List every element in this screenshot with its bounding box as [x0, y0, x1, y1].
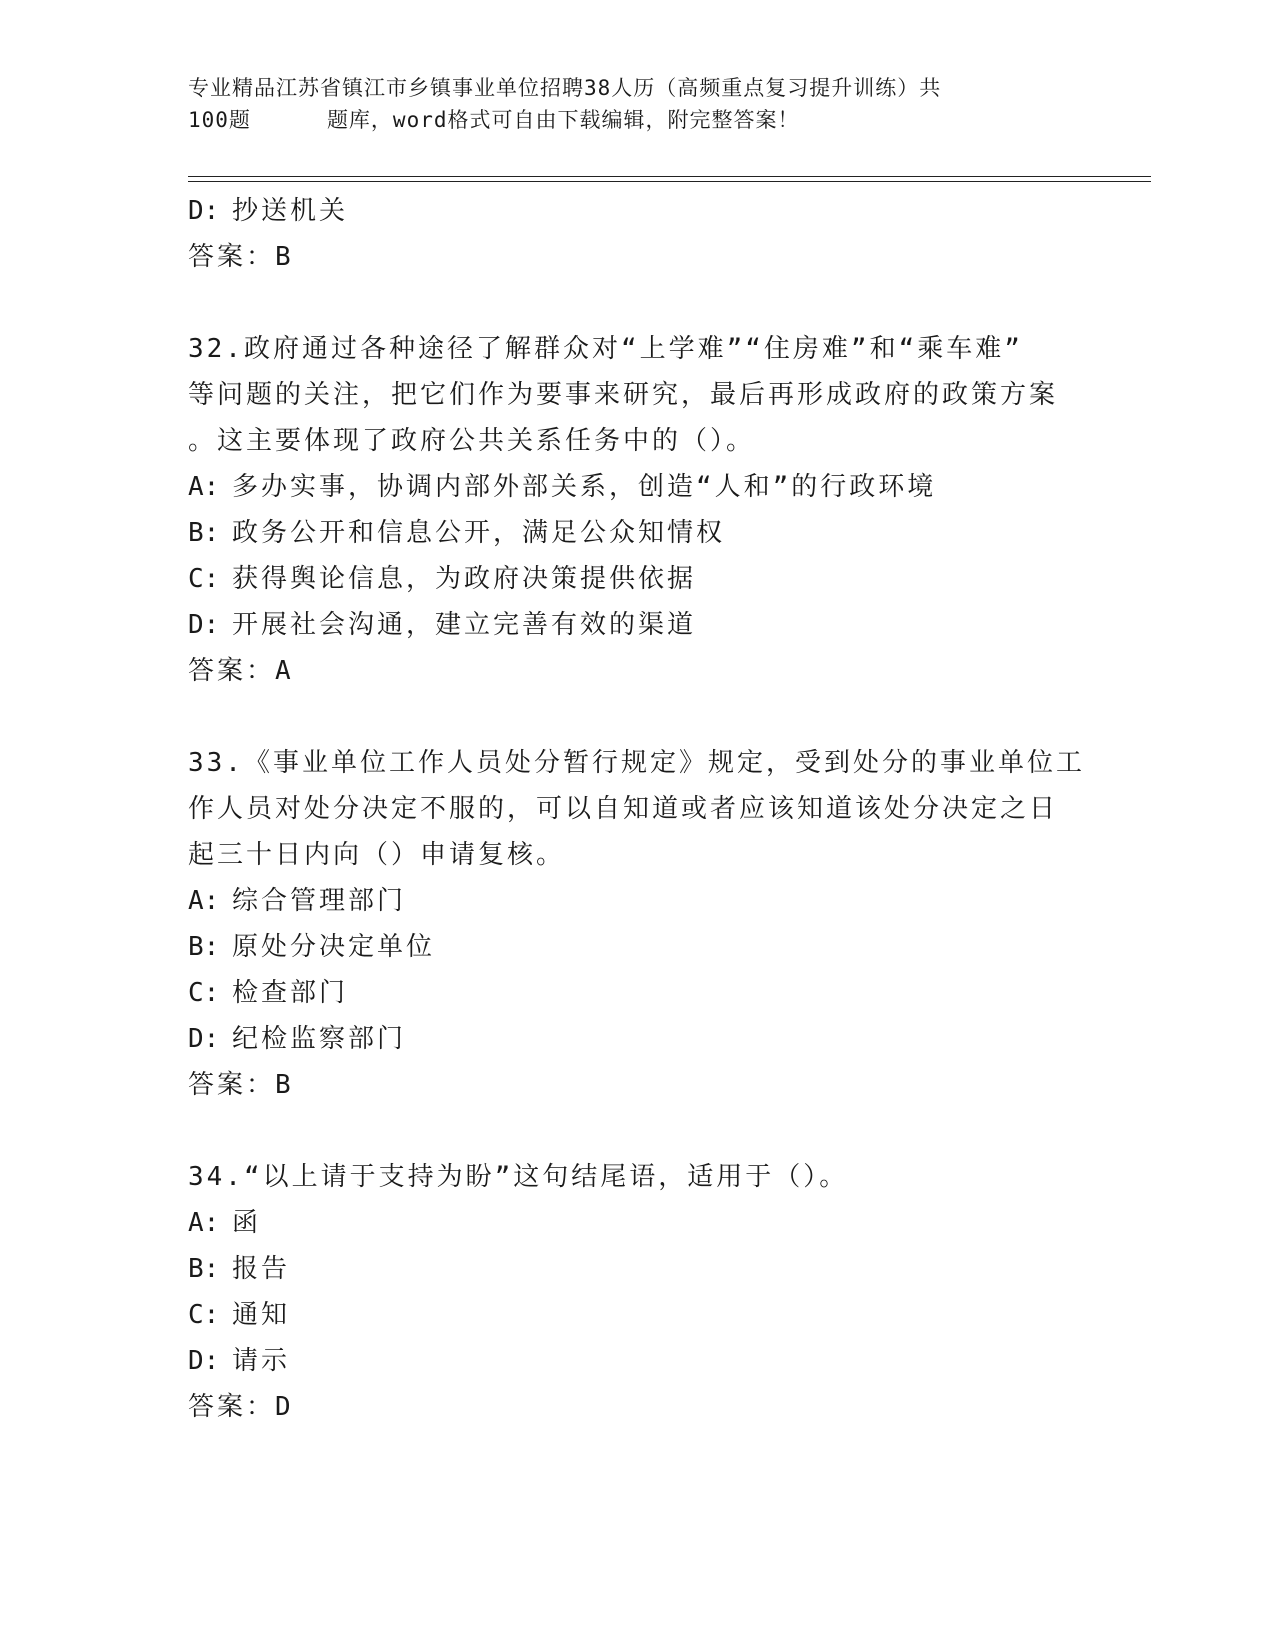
- option-text: 通知: [232, 1300, 291, 1330]
- option-text: 多办实事，协调内部外部关系，创造“人和”的行政环境: [232, 472, 937, 502]
- question-block: [188, 740, 1088, 1108]
- question-text: [188, 1154, 1088, 1200]
- header-divider-top: [188, 176, 1151, 177]
- option-key: C:: [188, 564, 220, 594]
- question-text-line: 等问题的关注，把它们作为要事来研究，最后再形成政府的政策方案: [188, 380, 1059, 410]
- option-text: 原处分决定单位: [232, 932, 436, 962]
- option-item: [188, 1016, 1088, 1062]
- option-item: [188, 464, 1088, 510]
- option-text: 获得舆论信息，为政府决策提供依据: [232, 564, 697, 594]
- option-key: A:: [188, 472, 220, 502]
- option-key: C:: [188, 1300, 220, 1330]
- option-key: A:: [188, 886, 220, 916]
- option-item: [188, 1200, 1088, 1246]
- option-text: 函: [232, 1208, 262, 1238]
- option-text: 抄送机关: [232, 196, 349, 226]
- answer-line: 答案：B: [188, 1070, 294, 1100]
- option-key: B:: [188, 518, 220, 548]
- question-block: [188, 1154, 1088, 1430]
- question-text: [188, 740, 1088, 878]
- answer-line: 答案：A: [188, 656, 294, 686]
- option-item: [188, 924, 1088, 970]
- question-list: [188, 188, 1088, 1476]
- option-key: D:: [188, 196, 220, 226]
- option-text: 开展社会沟通，建立完善有效的渠道: [232, 610, 697, 640]
- option-item: [188, 1292, 1088, 1338]
- question-text: [188, 326, 1088, 464]
- option-item: [188, 556, 1088, 602]
- question-text-line: 33.《事业单位工作人员处分暂行规定》规定，受到处分的事业单位工: [188, 748, 1085, 778]
- option-key: D:: [188, 610, 220, 640]
- question-text-line: 作人员对处分决定不服的，可以自知道或者应该知道该处分决定之日: [188, 794, 1059, 824]
- option-text: 报告: [232, 1254, 291, 1284]
- header-line-2-desc: 题库，word格式可自由下载编辑，附完整答案！: [326, 108, 800, 132]
- option-key: C:: [188, 978, 220, 1008]
- option-text: 请示: [232, 1346, 291, 1376]
- option-item: [188, 878, 1088, 924]
- option-key: A:: [188, 1208, 220, 1238]
- question-text-line: 32.政府通过各种途径了解群众对“上学难”“住房难”和“乘车难”: [188, 334, 1023, 364]
- option-key: D:: [188, 1024, 220, 1054]
- option-item: [188, 1246, 1088, 1292]
- answer-line: 答案：D: [188, 1392, 294, 1422]
- header-line-2-count: 100题: [188, 108, 251, 132]
- option-text: 纪检监察部门: [232, 1024, 407, 1054]
- question-text-line: 起三十日内向（）申请复核。: [188, 840, 566, 870]
- option-item: [188, 970, 1088, 1016]
- option-text: 综合管理部门: [232, 886, 407, 916]
- option-item: [188, 510, 1088, 556]
- option-item: [188, 188, 1088, 234]
- question-block: [188, 326, 1088, 694]
- document-header: [188, 72, 1088, 136]
- header-divider-bottom: [188, 181, 1151, 182]
- option-key: B:: [188, 1254, 220, 1284]
- header-line-2: [188, 104, 1088, 136]
- option-key: D:: [188, 1346, 220, 1376]
- header-line-1: 专业精品江苏省镇江市乡镇事业单位招聘38人历（高频重点复习提升训练）共: [188, 76, 942, 100]
- option-key: B:: [188, 932, 220, 962]
- option-item: [188, 602, 1088, 648]
- question-text-line: 34.“以上请于支持为盼”这句结尾语，适用于（）。: [188, 1162, 849, 1192]
- option-item: [188, 1338, 1088, 1384]
- answer-line: 答案：B: [188, 242, 294, 272]
- question-text-line: 。这主要体现了政府公共关系任务中的（）。: [188, 426, 756, 456]
- option-text: 检查部门: [232, 978, 349, 1008]
- option-text: 政务公开和信息公开，满足公众知情权: [232, 518, 726, 548]
